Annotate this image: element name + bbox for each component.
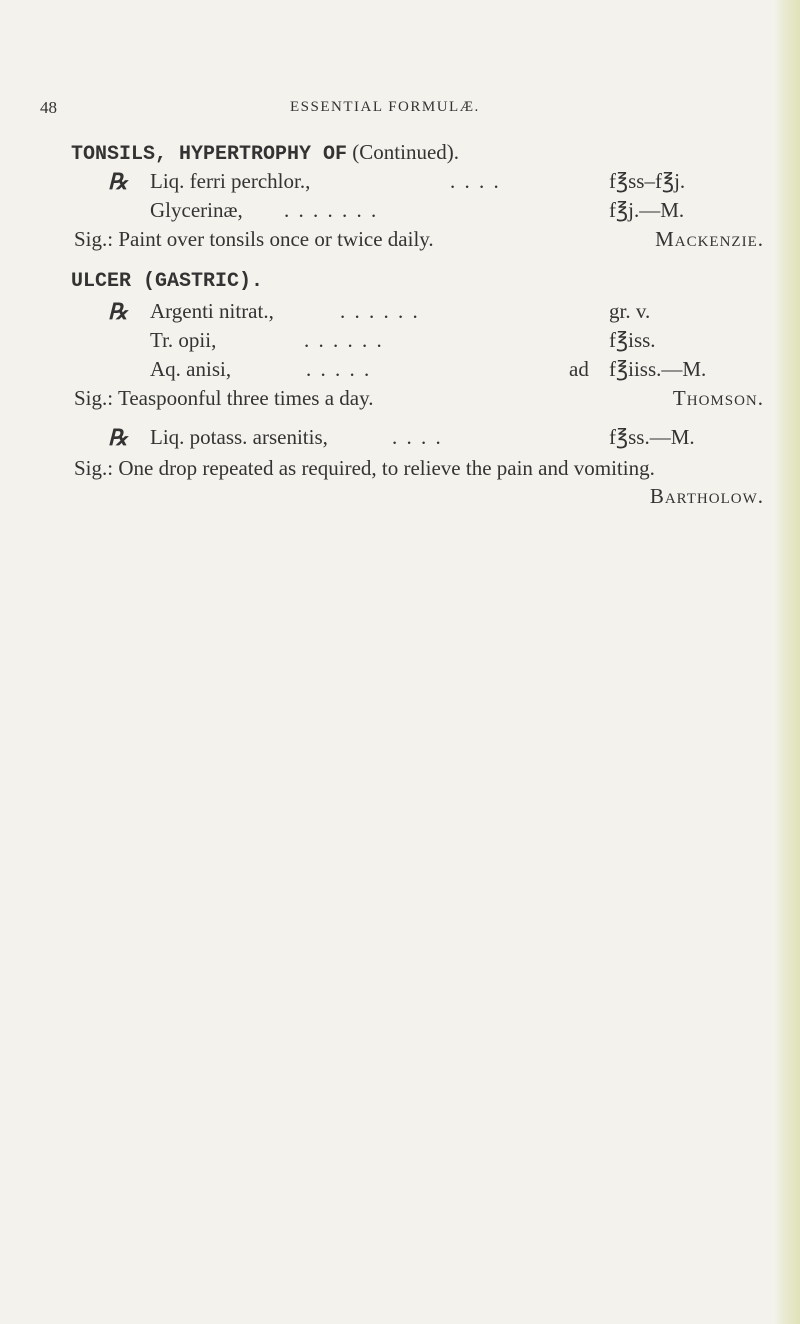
signature-line — [74, 386, 764, 415]
ingredient-name: Argenti nitrat., — [150, 299, 274, 323]
ingredient-line — [74, 328, 764, 357]
ingredient-dose: gr. v. — [609, 299, 651, 323]
ingredient-name: Glycerinæ, — [150, 198, 243, 222]
ingredient-name: Tr. opii, — [150, 328, 217, 352]
signature-line — [74, 227, 764, 256]
ingredient-name: Liq. potass. arsenitis, — [150, 425, 328, 449]
section-heading-bold: TONSILS, HYPERTROPHY OF — [71, 143, 348, 166]
ingredient-line — [74, 198, 764, 227]
ingredient-dose: f℥ss–f℥j. — [609, 169, 686, 193]
ingredient-dose: f℥iiss.—M. — [609, 357, 707, 381]
leader-dots: . . . . . . — [340, 299, 420, 323]
sig-label: Sig.: — [74, 227, 114, 251]
section-heading-bold: ULCER (GASTRIC). — [71, 270, 264, 293]
leader-dots: . . . . — [392, 425, 443, 449]
page-edge — [774, 0, 800, 1324]
running-title: ESSENTIAL FORMULÆ. — [290, 99, 480, 115]
recipe-symbol: ℞ — [108, 169, 128, 194]
ad-marker: ad — [569, 357, 589, 381]
leader-dots: . . . . . . — [304, 328, 384, 352]
sig-label: Sig.: — [74, 386, 114, 410]
leader-dots: . . . . — [450, 169, 501, 193]
ingredient-name: Aq. anisi, — [150, 357, 232, 381]
ingredient-line — [74, 299, 764, 328]
leader-dots: . . . . . . . — [284, 198, 379, 222]
leader-dots: . . . . . — [306, 357, 372, 381]
sig-text: Paint over tonsils once or twice daily. — [118, 227, 434, 251]
attribution: Mackenzie. — [655, 227, 764, 251]
signature-paragraph — [74, 454, 764, 508]
page-content — [71, 140, 764, 510]
ingredient-dose: f℥ss.—M. — [609, 425, 695, 449]
section-heading-continued: (Continued). — [347, 140, 460, 164]
ingredient-line — [74, 425, 764, 454]
page-number: 48 — [40, 98, 57, 117]
attribution: Bartholow. — [649, 484, 764, 508]
ingredient-dose: f℥j.—M. — [609, 198, 685, 222]
running-head — [40, 98, 762, 122]
ingredient-line — [74, 357, 764, 386]
attribution: Thomson. — [672, 386, 764, 410]
sig-text: Teaspoonful three times a day. — [117, 386, 374, 410]
ingredient-dose: f℥iss. — [609, 328, 656, 352]
section-heading-ulcer — [71, 270, 764, 299]
sig-instructions — [74, 386, 373, 411]
recipe-symbol: ℞ — [108, 299, 128, 324]
ingredient-name: Liq. ferri perchlor., — [150, 169, 311, 193]
sig-text: One drop repeated as required, to relieve the pain and vomiting. — [118, 456, 655, 480]
sig-instructions — [74, 227, 434, 252]
sig-label: Sig.: — [74, 456, 114, 480]
ingredient-line — [74, 169, 764, 198]
section-heading-tonsils — [71, 140, 764, 169]
recipe-symbol: ℞ — [108, 425, 128, 450]
